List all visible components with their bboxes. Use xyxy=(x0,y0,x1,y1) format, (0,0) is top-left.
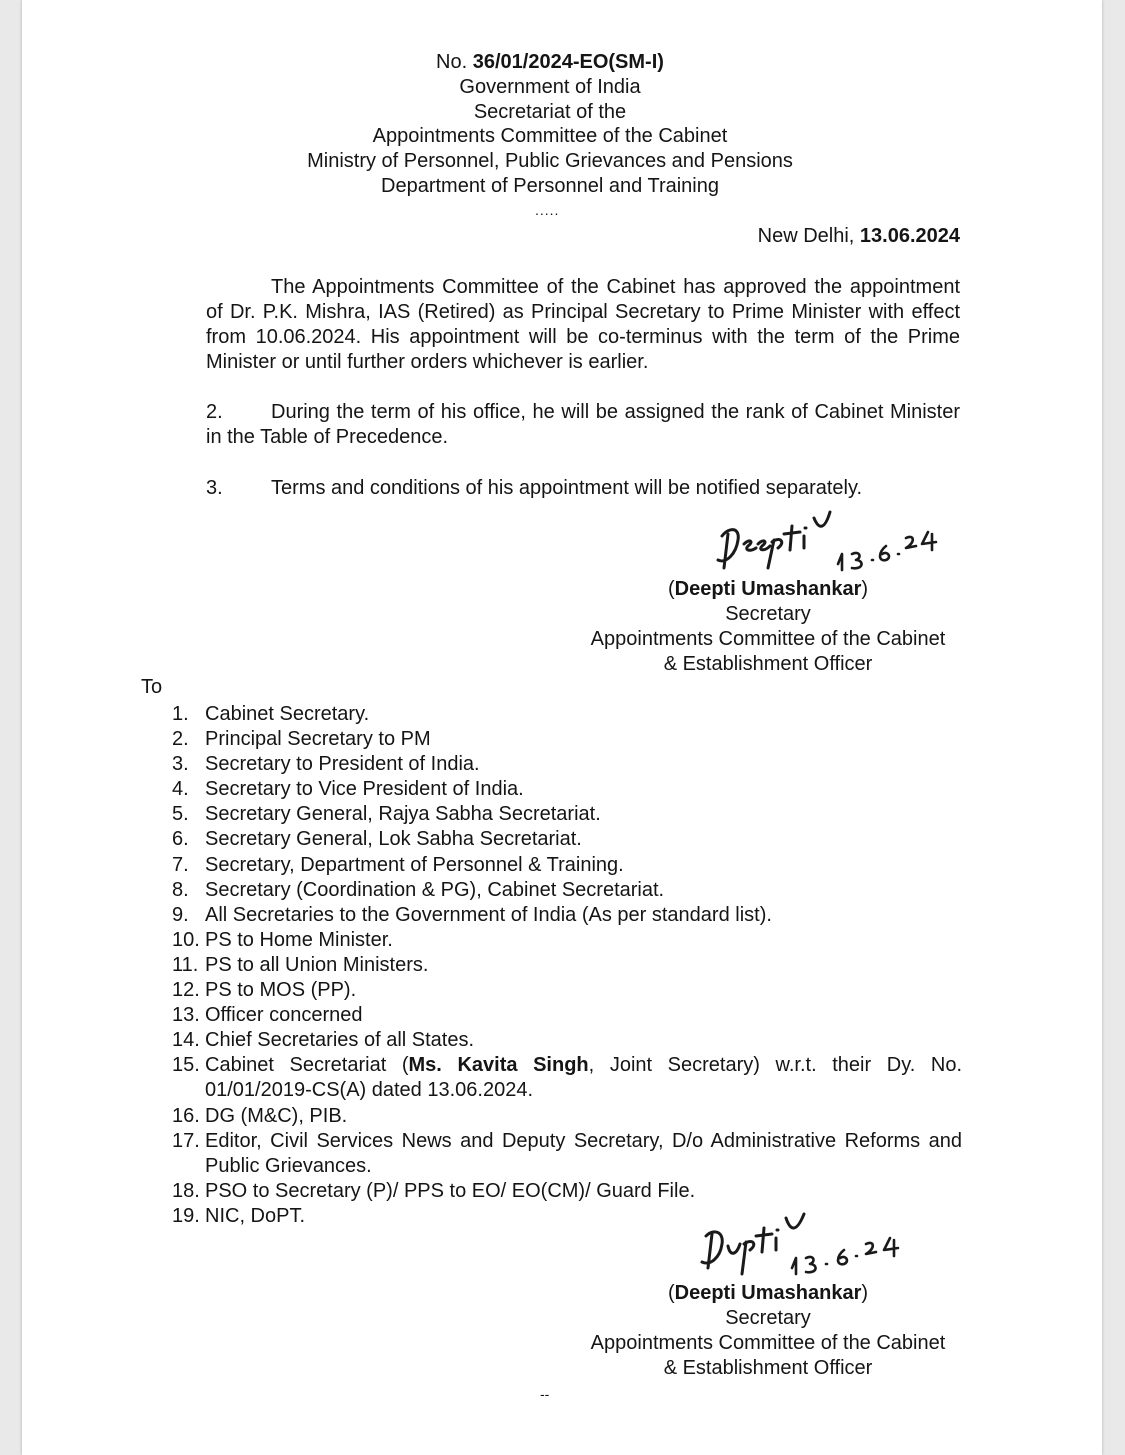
list-item xyxy=(172,802,962,827)
list-item-text: NIC, DoPT. xyxy=(205,1204,306,1227)
list-item xyxy=(172,1129,962,1179)
list-item-number: 8. xyxy=(172,878,189,901)
list-item xyxy=(172,853,962,878)
list-item-number: 18. xyxy=(172,1179,200,1202)
list-item-number: 3. xyxy=(172,753,189,776)
list-item-number: 6. xyxy=(172,828,189,851)
list-item-text: Editor, Civil Services News and Deputy Secretary, D/o Administrative Reforms and Public Grievances. xyxy=(205,1129,962,1177)
list-item xyxy=(172,827,962,852)
list-item-text: Secretary (Coordination & PG), Cabinet Secretariat. xyxy=(205,878,665,901)
list-item-text: Secretary to Vice President of India. xyxy=(205,778,524,801)
list-item-number: 7. xyxy=(172,853,189,876)
document-page xyxy=(22,0,1102,1455)
header-line-ministry: Ministry of Personnel, Public Grievances and Pensions xyxy=(307,150,793,173)
header-line-department: Department of Personnel and Training xyxy=(381,174,719,197)
signatory-office-2: & Establishment Officer xyxy=(663,653,873,675)
to-label: To xyxy=(141,676,163,698)
paragraph-number: 3. xyxy=(206,477,223,499)
list-item-number: 13. xyxy=(172,1004,200,1027)
paragraph-2: 2. During the term of his office, he will be assigned the rank of Cabinet Minister in the Table of Precedence. xyxy=(206,401,960,448)
list-item xyxy=(172,777,962,802)
signatory-name: (Deepti Umashankar) xyxy=(667,578,869,600)
list-item-text: Chief Secretaries of all States. xyxy=(205,1029,475,1052)
list-item-number: 15. xyxy=(172,1054,200,1077)
letter-header xyxy=(0,50,1100,199)
list-item-number: 19. xyxy=(172,1204,200,1227)
list-item-text: PS to Home Minister. xyxy=(205,928,393,951)
list-item xyxy=(172,978,962,1003)
list-item xyxy=(172,1104,962,1129)
list-item xyxy=(172,727,962,752)
header-separator: ..... xyxy=(535,202,560,218)
list-item-number: 4. xyxy=(172,778,189,801)
list-item xyxy=(172,1028,962,1053)
list-item-number: 10. xyxy=(172,928,200,951)
list-item-number: 16. xyxy=(172,1104,200,1127)
list-item xyxy=(172,1179,962,1204)
list-item-text: Secretary to President of India. xyxy=(205,753,480,776)
list-item-text: Principal Secretary to PM xyxy=(205,728,431,751)
list-item-text: Secretary General, Lok Sabha Secretariat. xyxy=(205,828,582,851)
signatory-designation: Secretary xyxy=(725,1307,811,1329)
list-item-number: 12. xyxy=(172,979,200,1002)
list-item-text: Cabinet Secretariat (Ms. Kavita Singh, Joint Secretary) w.r.t. their Dy. No. 01/01/2019-CS(A) dated 13.06.2024. xyxy=(205,1054,963,1102)
header-line-committee: Appointments Committee of the Cabinet xyxy=(372,125,728,148)
header-line-secretariat: Secretariat of the xyxy=(473,100,627,123)
list-item-number: 17. xyxy=(172,1129,200,1152)
list-item-text: Officer concerned xyxy=(205,1004,363,1027)
signatory-designation: Secretary xyxy=(725,603,811,625)
list-item-text: PS to MOS (PP). xyxy=(205,979,357,1002)
officer-name: Ms. Kavita Singh xyxy=(408,1054,589,1077)
signatory-block xyxy=(558,577,978,677)
list-item-number: 1. xyxy=(172,703,189,725)
list-item xyxy=(172,752,962,777)
list-item-number: 2. xyxy=(172,728,189,751)
list-item-text: Secretary, Department of Personnel & Training. xyxy=(205,853,624,876)
letter-date: 13.06.2024 xyxy=(859,225,960,247)
signatory-office: Appointments Committee of the Cabinet xyxy=(590,1332,946,1354)
list-item xyxy=(172,878,962,903)
list-item-text: PSO to Secretary (P)/ PPS to EO/ EO(CM)/ Guard File. xyxy=(205,1179,696,1202)
list-item-number: 5. xyxy=(172,803,189,826)
handwritten-signature xyxy=(692,1210,932,1290)
list-item xyxy=(172,1053,962,1103)
header-line-government: Government of India xyxy=(459,75,641,98)
paragraph-number: 2. xyxy=(206,401,223,423)
footer-dash: -- xyxy=(540,1386,550,1402)
list-item-number: 11. xyxy=(172,953,199,976)
paragraph-1: The Appointments Committee of the Cabinet has approved the appointment of Dr. P.K. Mishra, IAS (Retired) as Principal Secretary to Prime Minister with effect from 10.06.2024. His appointment will be co-terminus with the term of the Prime Minister or until further orders whichever is earlier. xyxy=(206,276,960,373)
list-item xyxy=(172,953,962,978)
list-item-text: Secretary General, Rajya Sabha Secretariat. xyxy=(205,803,601,826)
list-item-number: 9. xyxy=(172,903,189,926)
signatory-office-2: & Establishment Officer xyxy=(663,1357,873,1379)
list-item-text: All Secretaries to the Government of India (As per standard list). xyxy=(205,903,772,926)
list-item-text: DG (M&C), PIB. xyxy=(205,1104,348,1127)
list-item xyxy=(172,903,962,928)
paragraph-3: 3. Terms and conditions of his appointment will be notified separately. xyxy=(206,477,863,499)
signatory-name: (Deepti Umashankar) xyxy=(667,1282,869,1304)
list-item xyxy=(172,702,962,727)
signatory-office: Appointments Committee of the Cabinet xyxy=(590,628,946,650)
list-item xyxy=(172,928,962,953)
list-item-text: PS to all Union Ministers. xyxy=(205,953,429,976)
distribution-list xyxy=(172,702,962,1229)
dateline: New Delhi, 13.06.2024 xyxy=(757,225,960,247)
reference-number: No. 36/01/2024-EO(SM-I) xyxy=(436,51,664,73)
signatory-block xyxy=(558,1281,978,1381)
list-item-number: 14. xyxy=(172,1029,200,1052)
list-item-text: Cabinet Secretary. xyxy=(205,703,370,725)
handwritten-signature xyxy=(710,498,950,578)
list-item xyxy=(172,1003,962,1028)
